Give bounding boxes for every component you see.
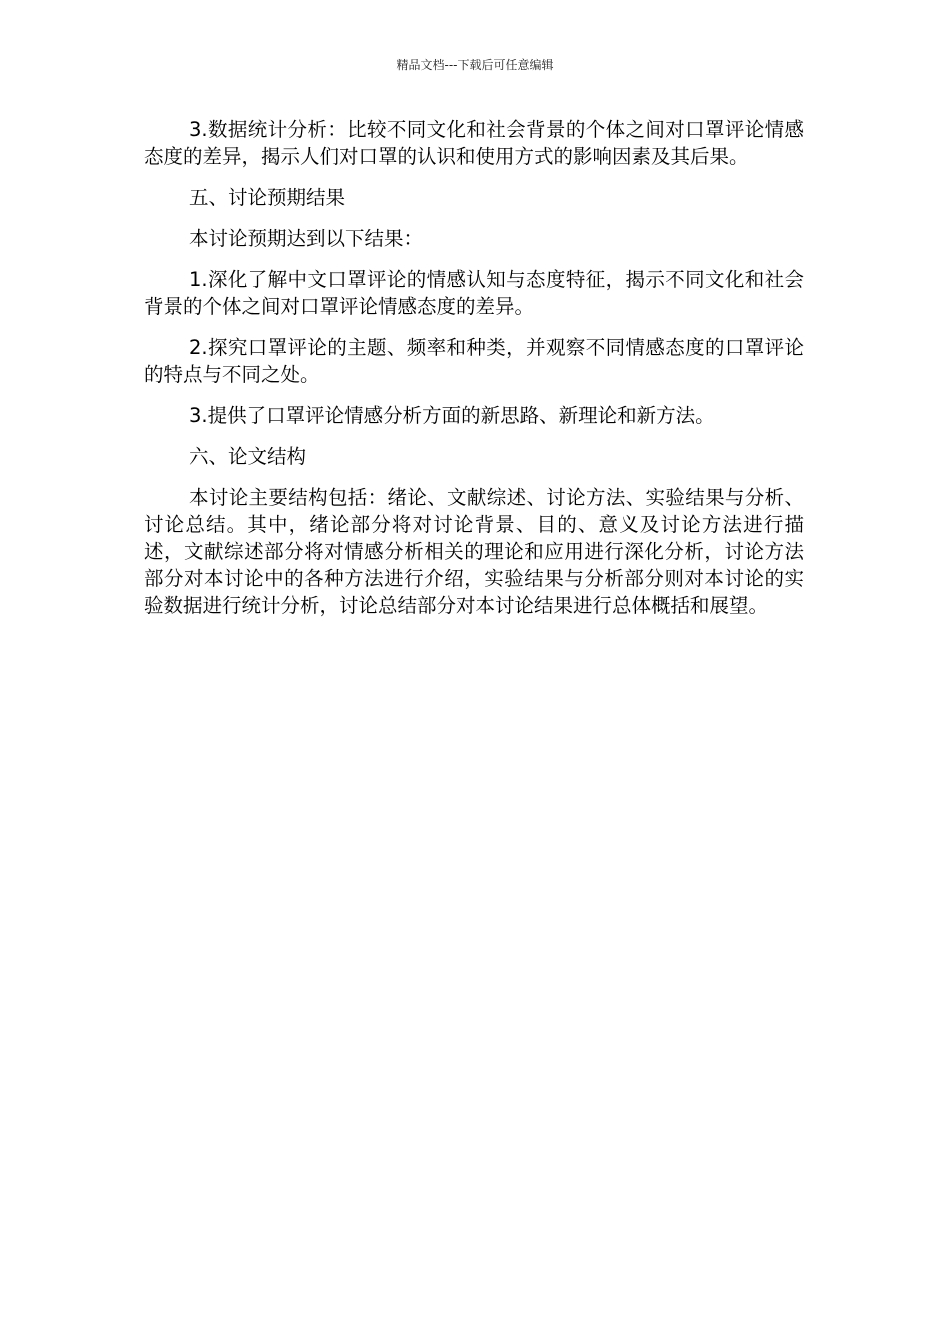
- section-heading-expected-results: 五、讨论预期结果: [189, 186, 346, 209]
- paragraph-structure: 本讨论主要结构包括：绪论、文献综述、讨论方法、实验结果与分析、讨论总结。其中，绪论部分将对讨论背景、目的、意义及讨论方法进行描述，文献综述部分将对情感分析相关的理论和应用进行深化分析，讨论方法部分对本讨论中的各种方法进行介绍，实验结果与分析部分则对本讨论的实验数据进行统计分析，讨论总结部分对本讨论结果进行总体概括和展望。: [144, 486, 804, 617]
- section-heading-structure: 六、论文结构: [189, 445, 307, 468]
- paragraph-data-analysis: 3.数据统计分析：比较不同文化和社会背景的个体之间对口罩评论情感态度的差异，揭示人们对口罩的认识和使用方式的影响因素及其后果。: [144, 118, 804, 168]
- paragraph-expected-3: 3.提供了口罩评论情感分析方面的新思路、新理论和新方法。: [189, 404, 715, 427]
- paragraph-expected-intro: 本讨论预期达到以下结果：: [189, 227, 424, 250]
- paragraph-expected-1: 1.深化了解中文口罩评论的情感认知与态度特征，揭示不同文化和社会背景的个体之间对口罩评论情感态度的差异。: [144, 268, 804, 318]
- paragraph-expected-2: 2.探究口罩评论的主题、频率和种类，并观察不同情感态度的口罩评论的特点与不同之处。: [144, 336, 804, 386]
- document-body: [144, 116, 804, 633]
- page-header: 精品文档---下载后可任意编辑: [396, 58, 554, 72]
